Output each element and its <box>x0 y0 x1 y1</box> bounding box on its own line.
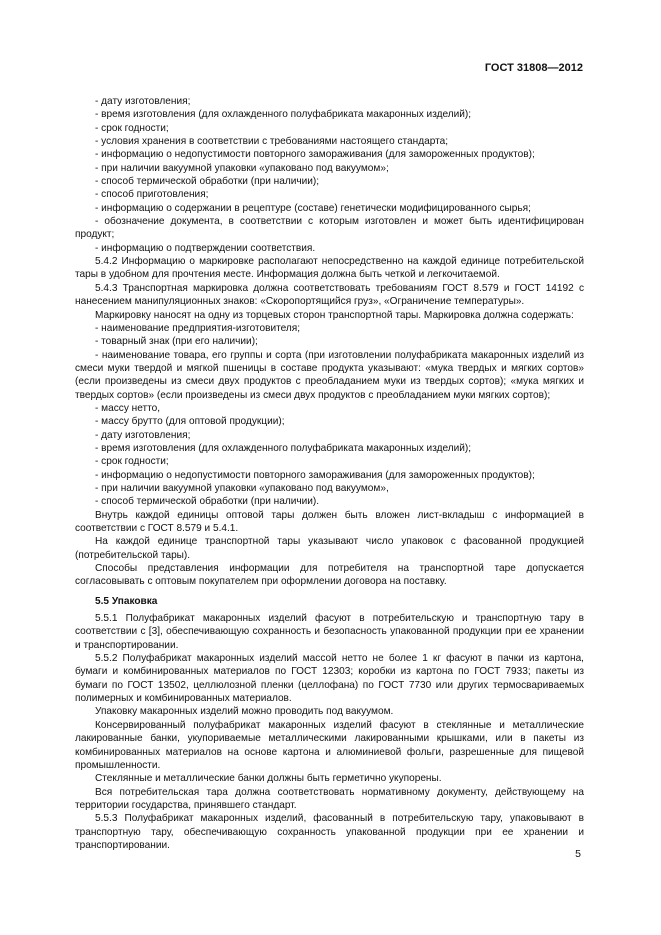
list-item: - дату изготовления; <box>95 96 191 107</box>
list-item: - условия хранения в соответствии с требованиями настоящего стандарта; <box>95 136 449 148</box>
list-item: - наименование товара, его группы и сорта (при изготовлении полуфабриката макаронных изделий из смеси муки твердой и мягкой пшеницы в составе продукта указывают: «мука твердых и мягких сортов» (если произведены из смеси двух продуктов с преобладанием муки из твердых сортов); «мука мягких и твердых сортов» (если произведены из смеси двух продуктов с преобладанием муки мягких сортов); <box>75 349 584 401</box>
paragraph-canned: Консервированный полуфабрикат макаронных изделий фасуют в стеклянные и металлические лакированные банки, укупориваемые металлическими лакированными крышками, или в пакеты из комбинированных материалов на основе картона и алюминиевой фольги, разрешенные для пищевой промышленности. <box>75 719 584 771</box>
list-item: - информацию о недопустимости повторного замораживания (для замороженных продуктов); <box>95 149 535 161</box>
document-id: ГОСТ 31808—2012 <box>484 62 583 74</box>
list-item: - массу нетто, <box>95 402 161 414</box>
paragraph-methods: Способы представления информации для потребителя на транспортной таре допускается согласовывать с оптовым покупателем при оформлении договора на поставку. <box>75 563 584 588</box>
list-item: - способ приготовления; <box>95 189 209 201</box>
list-item: - срок годности; <box>95 456 169 468</box>
list-item: - дату изготовления; <box>95 429 191 441</box>
list-item: - информацию о содержании в рецептуре (составе) генетически модифицированного сырья; <box>95 202 531 214</box>
paragraph-jars: Стеклянные и металлические банки должны быть герметично укупорены. <box>95 773 442 785</box>
paragraph-5-5-3: 5.5.3 Полуфабрикат макаронных изделий, фасованный в потребительскую тару, упаковывают в транспортную тару, обеспечивающую сохранность упакованной продукции при ее хранении и транспортировании. <box>75 813 584 851</box>
transport-marking-list <box>75 322 584 509</box>
list-item: - информацию о подтверждении соответствия. <box>95 242 316 254</box>
marking-list <box>75 95 584 255</box>
page-content <box>75 95 584 852</box>
list-item: - наименование предприятия-изготовителя; <box>95 322 301 334</box>
list-item: - способ термической обработки (при наличии); <box>95 176 320 188</box>
list-item: - при наличии вакуумной упаковки «упаковано под вакуумом», <box>95 482 389 494</box>
page-number: 5 <box>575 848 581 860</box>
paragraph-insert: Внутрь каждой единицы оптовой тары должен быть вложен лист-вкладыш с информацией в соответствии с ГОСТ 8.579 и 5.4.1. <box>75 509 584 534</box>
paragraph-5-4-3: 5.4.3 Транспортная маркировка должна соответствовать требованиям ГОСТ 8.579 и ГОСТ 14192 с нанесением манипуляционных знаков: «Скоропортящийся груз», «Ограничение температуры». <box>75 282 584 308</box>
paragraph-transport-intro: Маркировку наносят на одну из торцевых сторон транспортной тары. Маркировка должна содержать: <box>95 309 574 321</box>
paragraph-5-5-2: 5.5.2 Полуфабрикат макаронных изделий массой нетто не более 1 кг фасуют в пачки из картона, бумаги и комбинированных материалов по ГОСТ 12303; коробки из картона по ГОСТ 7933; пакеты из бумаги по ГОСТ 13502, целлюлозной пленки (целлофана) по ГОСТ 7730 или других термосвариваемых полимерных и комбинированных материалов. <box>75 653 584 705</box>
list-item: - срок годности; <box>95 122 169 134</box>
list-item: - информацию о недопустимости повторного замораживания (для замороженных продуктов); <box>95 469 535 481</box>
list-item: - способ термической обработки (при наличии). <box>95 496 320 508</box>
section-heading: 5.5 Упаковка <box>95 595 158 607</box>
list-item: - товарный знак (при его наличии); <box>95 336 258 348</box>
paragraph-5-5-1: 5.5.1 Полуфабрикат макаронных изделий фасуют в потребительскую и транспортную тару в соответствии с [3], обеспечивающую сохранность и безопасность упакованной продукции при ее хранении и транспортировании. <box>75 613 584 651</box>
paragraph-vacuum: Упаковку макаронных изделий можно проводить под вакуумом. <box>95 706 394 718</box>
list-item: - время изготовления (для охлажденного полуфабриката макаронных изделий); <box>95 109 472 121</box>
list-item: - массу брутто (для оптовой продукции); <box>95 416 285 428</box>
list-item: - время изготовления (для охлажденного полуфабриката макаронных изделий); <box>95 442 472 454</box>
list-item: - обозначение документа, в соответствии с которым изготовлен и может быть идентифицирован продукт; <box>75 216 584 241</box>
paragraph-count: На каждой единице транспортной тары указывают число упаковок с фасованной продукцией (потребительской тары). <box>75 536 584 561</box>
paragraph-consumer: Вся потребительская тара должна соответствовать нормативному документу, действующему на территории государства, принявшего стандарт. <box>75 786 584 811</box>
paragraph-5-4-2: 5.4.2 Информацию о маркировке располагают непосредственно на каждой единице потребительской тары в удобном для прочтения месте. Информация должна быть четкой и легкочитаемой. <box>75 256 584 281</box>
list-item: - при наличии вакуумной упаковки «упаковано под вакуумом»; <box>95 162 389 174</box>
